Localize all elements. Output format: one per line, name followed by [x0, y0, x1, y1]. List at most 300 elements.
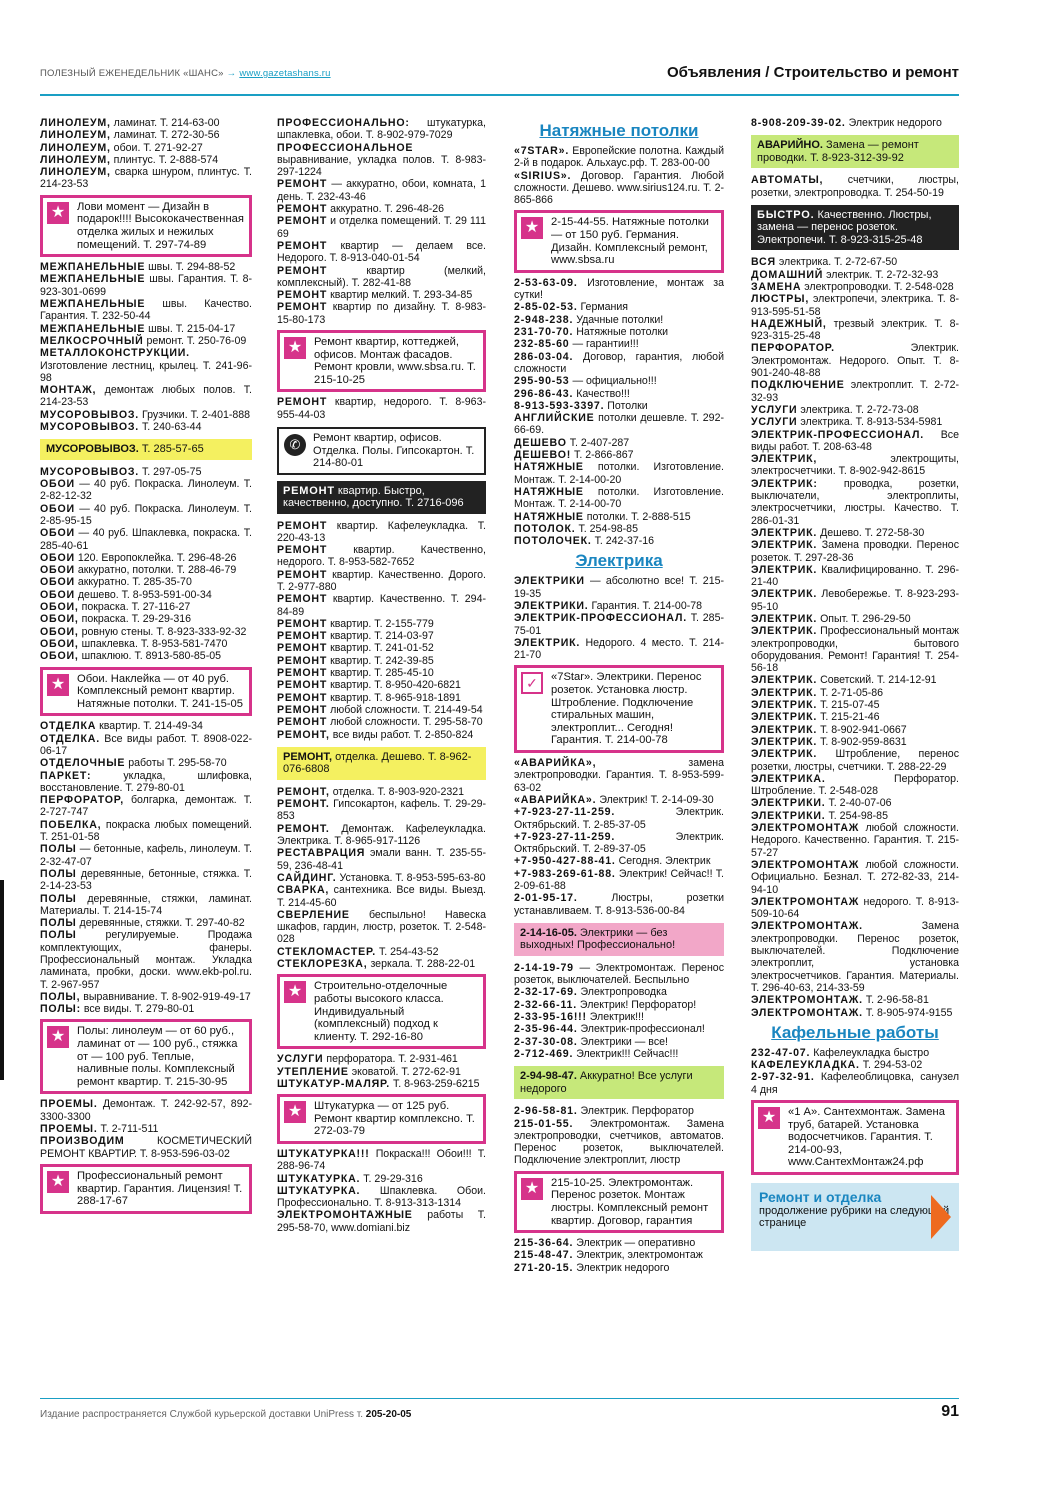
ad-keyword: ОБОИ,: [40, 650, 79, 663]
classified-ad: [514, 1118, 724, 1167]
column-1: [40, 117, 252, 1395]
ad-keyword: ЭЛЕКТРИК-ПРОФЕССИОНАЛ.: [514, 612, 687, 625]
ad-text: Электрики — без выходных! Профессионально!: [520, 926, 676, 952]
ad-keyword: ПЕРФОРАТОР.: [751, 342, 835, 355]
classified-ad: [751, 1071, 959, 1096]
ad-keyword: НАДЕЖНЫЙ,: [751, 317, 827, 330]
ad-keyword: ЭЛЕКТРИК,: [751, 453, 818, 466]
ad-keyword: ЭЛЕКТРОМОНТАЖ: [751, 858, 860, 871]
ad-keyword: АВАРИЙНО.: [757, 139, 823, 152]
ad-keyword: ЭЛЕКТРИК.: [751, 625, 818, 638]
ad-keyword: ОТДЕЛКА: [40, 720, 97, 733]
ad-keyword: 2-14-19-79: [514, 961, 574, 974]
ad-keyword: ШТУКАТУРКА!!!: [277, 1147, 370, 1160]
ad-text: обои. Т. 271-92-27: [110, 141, 203, 154]
ad-keyword: ЭЛЕКТРИК.: [751, 563, 818, 576]
ad-text: швы. Т. 215-04-17: [145, 322, 236, 335]
ad-keyword: 271-20-15.: [514, 1261, 574, 1274]
ad-text: 215-10-25. Электромонтаж. Перенос розеток. Монтаж люстры. Комплексный ремонт квартир. Договор, гарантия: [551, 1176, 709, 1227]
ad-keyword: ПОТОЛОК.: [514, 522, 576, 535]
ad-keyword: 2-712-469.: [514, 1047, 574, 1060]
ad-keyword: ОБОИ: [40, 527, 75, 540]
ad-keyword: ЛИНОЛЕУМ,: [40, 129, 111, 142]
classified-ad: [277, 909, 486, 946]
ad-keyword: 2-01-95-17.: [514, 892, 578, 905]
ad-keyword: МУСОРОВЫВОЗ.: [40, 408, 140, 421]
ad-keyword: ЛИНОЛЕУМ,: [40, 153, 111, 166]
ad-text: квартир. Качественно, недорого. Т. 8-953-582-7652: [277, 544, 486, 569]
classified-ad: [514, 1011, 724, 1023]
ad-keyword: ПРОФЕССИОНАЛЬНО:: [277, 117, 410, 129]
ad-text: Электропроводка: [577, 986, 667, 999]
ad-text: беспыльно! Навеска шкафов, гардин, люстр, розеток. Т. 2-548-028: [277, 908, 486, 946]
classified-ad: [277, 786, 486, 798]
classified-ad: [751, 1059, 959, 1071]
ad-keyword: РЕМОНТ: [277, 301, 328, 314]
ad-keyword: МЕЖПАНЕЛЬНЫЕ: [40, 261, 146, 274]
ad-text: выравнивание. Т. 8-902-919-49-17: [80, 990, 251, 1003]
ad-keyword: РЕМОНТ: [277, 716, 328, 729]
ad-text: Т. 254-98-85: [825, 809, 888, 822]
classified-ad: [514, 1036, 724, 1048]
ad-text: Т. 285-75-01: [514, 612, 724, 637]
ad-text: Недорого. 4 место. Т. 214-21-70: [514, 636, 724, 662]
ad-text: — 40 руб. Шпаклевка, покраска. Т. 285-40-61: [40, 527, 252, 552]
ad-text: Т. 297-05-75: [139, 465, 202, 478]
ad-text: Т. 285-57-65: [138, 443, 204, 456]
ad-keyword: ПЕРФОРАТОР,: [40, 794, 124, 807]
classified-ad: [514, 1249, 724, 1261]
classified-ad: [277, 301, 486, 326]
ad-keyword: ОБОИ: [40, 478, 75, 491]
ad-keyword: ОТДЕЛКА.: [40, 732, 100, 745]
classified-ad: [751, 404, 959, 416]
ad-keyword: РЕМОНТ,: [283, 750, 333, 763]
ad-text: электрощиты, электросчетчики. Т. 8-902-942-8615: [751, 453, 959, 478]
classified-ad: [40, 1003, 252, 1015]
continuation-note: [751, 1183, 959, 1251]
highlighted-ad: [40, 439, 252, 460]
classified-ad: [514, 301, 724, 313]
ad-text: швы. Качество. Гарантия. Т. 232-50-44: [40, 298, 252, 323]
ad-keyword: 2-14-16-05.: [520, 926, 577, 939]
page-edge-marker: [0, 880, 4, 1080]
ad-keyword: ЭЛЕКТРОМОНТАЖ: [751, 895, 860, 908]
ad-text: квартир — делаем все. Недорого. Т. 8-913-040-01-54: [277, 239, 486, 265]
ad-keyword: РЕМОНТ: [277, 289, 328, 302]
header-publication: [40, 68, 331, 79]
star-icon: ★: [758, 1107, 780, 1129]
ad-keyword: ШТУКАТУРКА.: [277, 1172, 361, 1185]
ad-keyword: ЭЛЕКТРОМОНТАЖ: [751, 822, 860, 835]
ad-text: Профессиональный монтаж электропроводки, бытового оборудования. Ремонт! Гарантия! Т. 254-56-18: [751, 625, 959, 675]
ad-keyword: СВАРКА,: [277, 884, 330, 897]
highlighted-ad: [751, 1100, 959, 1175]
classified-ad: [277, 1185, 486, 1210]
ad-text: квартир, недорого. Т. 8-963-955-44-03: [277, 396, 486, 421]
ad-text: деревянные, стяжки, ламинат. Материалы. Т. 214-15-74: [40, 892, 252, 917]
ad-keyword: 215-36-64.: [514, 1237, 574, 1250]
ad-keyword: МЕЖПАНЕЛЬНЫЕ: [40, 298, 146, 311]
ad-text: Т. 8-905-974-9155: [862, 1006, 953, 1019]
ad-keyword: ЭЛЕКТРИК:: [751, 477, 818, 490]
ad-keyword: РЕМОНТ: [277, 568, 328, 581]
classified-ad: [277, 544, 486, 569]
classified-ad: [514, 962, 724, 987]
ad-keyword: РЕМОНТ: [277, 593, 328, 606]
ad-keyword: МЕЖПАНЕЛЬНЫЕ: [40, 273, 146, 286]
ad-keyword: ДЕШЕВО!: [514, 449, 572, 462]
ad-keyword: УСЛУГИ: [277, 1053, 324, 1066]
classified-ad: [277, 178, 486, 203]
classified-ad: [751, 810, 959, 822]
highlighted-ad: [277, 481, 486, 514]
ad-keyword: РЕМОНТ: [283, 484, 335, 497]
ad-text: сантехника. Все виды. Выезд. Т. 214-45-60: [277, 884, 486, 909]
ad-keyword: ПОЛЫ,: [40, 990, 81, 1003]
classified-ad: [514, 535, 724, 547]
ad-text: электропечи, электрика. Т. 8-913-595-51-58: [751, 293, 959, 318]
ad-text: потолки. Т. 2-888-515: [583, 510, 691, 523]
ad-text: квартир. Т. 214-49-34: [96, 720, 203, 733]
classified-ad: [40, 409, 252, 421]
ad-text: Квалифицированно. Т. 296-21-40: [751, 563, 959, 589]
ad-text: перфоратора. Т. 2-931-461: [323, 1053, 458, 1066]
classified-ad: [40, 129, 252, 141]
classified-ad: [514, 600, 724, 612]
ad-keyword: 2-94-98-47.: [520, 1070, 577, 1083]
classified-ad: [514, 1105, 724, 1117]
ad-keyword: ЭЛЕКТРИКИ.: [751, 797, 826, 810]
ad-keyword: 2-35-96-44.: [514, 1023, 578, 1036]
classified-ad: [751, 724, 959, 736]
classified-ad: [514, 855, 724, 867]
ad-text: Т. 8-902-959-8631: [817, 735, 907, 748]
ad-keyword: РЕМОНТ: [277, 703, 328, 716]
ad-text: Договор. Гарантия. Любой сложности. Дешево. www.sirius124.ru. Т. 2-865-866: [514, 169, 724, 207]
classified-ad: [277, 618, 486, 630]
ad-keyword: ЭЛЕКТРОМОНТАЖ.: [751, 1006, 863, 1019]
classified-ad: [277, 704, 486, 716]
ad-text: Замена электропроводки. Перенос розеток, выключателей. Подключение электроплит, установка электросчетчиков. Гарантия. Материалы. Т. 296-40-63, 214-33-59: [751, 920, 959, 994]
classified-ad: [514, 511, 724, 523]
classified-ad: [277, 655, 486, 667]
ad-keyword: ПОЛЫ: [40, 892, 77, 905]
classified-ad: [514, 757, 724, 794]
ad-keyword: «7STAR».: [514, 145, 570, 157]
ad-keyword: РЕМОНТ: [277, 630, 328, 643]
classified-ad: [751, 797, 959, 809]
ad-keyword: ПОЛЫ: [40, 917, 77, 930]
classified-ad: [751, 564, 959, 589]
ad-keyword: ЛИНОЛЕУМ,: [40, 117, 111, 129]
classified-ad: [277, 642, 486, 654]
classified-ad: [40, 384, 252, 409]
classified-ad: [40, 552, 252, 564]
page-header: [40, 64, 959, 96]
ad-text: ламинат. Т. 272-30-56: [110, 129, 220, 142]
ad-text: Качественно. Люстры, замена — перенос розеток. Электропечи. Т. 8-923-315-25-48: [757, 208, 932, 246]
star-icon: ★: [284, 981, 306, 1003]
ad-text: Полы: линолеум — от 60 руб., ламинат от — 100 руб., стяжка от — 100 руб. Теплые, наливные полы. Комплексный ремонт квартир. Т. 215-30-95: [77, 1025, 238, 1088]
ad-keyword: ЭЛЕКТРИКА.: [751, 772, 826, 785]
classified-ad: [514, 351, 724, 376]
page-footer: [40, 1398, 959, 1429]
ad-keyword: ОБОИ,: [40, 613, 79, 626]
ad-keyword: ЭЛЕКТРИК.: [751, 674, 818, 687]
ad-keyword: АНГЛИЙСКИЕ: [514, 412, 595, 425]
column-2: [277, 117, 486, 1395]
ad-text: квартир. Качественно. Дорого. Т. 2-977-880: [277, 568, 486, 593]
highlighted-ad: [40, 667, 252, 717]
classified-ad: [40, 929, 252, 990]
ad-keyword: РЕМОНТ: [277, 519, 328, 532]
ad-keyword: ЭЛЕКТРОМОНТАЖ.: [751, 994, 863, 1007]
ad-text: электрик. Т. 2-72-32-93: [823, 268, 939, 281]
ad-keyword: ОБОИ: [40, 502, 75, 515]
classified-ad: [514, 375, 724, 387]
arrow-right-icon: →: [226, 68, 237, 79]
classified-ad: [751, 174, 959, 199]
ad-text: Электрик! Т. 2-14-09-30: [596, 793, 714, 806]
classified-ad: [40, 142, 252, 154]
ad-keyword: РЕМОНТ.: [277, 822, 330, 835]
star-icon: ★: [284, 1101, 306, 1123]
classified-ad: [751, 117, 959, 129]
ad-keyword: ОБОИ,: [40, 637, 79, 650]
arrow-right-icon: [931, 1195, 951, 1239]
ad-text: Все виды работ. Т. 8908-022-06-17: [40, 732, 252, 757]
ad-text: Т. 29-29-316: [360, 1172, 423, 1185]
ad-text: Гипсокартон, кафель. Т. 29-29-853: [277, 798, 486, 823]
ad-text: Европейские полотна. Каждый 2-й в подарок. Альхаус.рф. Т. 283-00-00: [514, 145, 724, 170]
ad-text: Электрик-профессионал!: [577, 1023, 705, 1036]
ad-keyword: РЕМОНТ: [277, 203, 328, 216]
classified-ad: [277, 117, 486, 142]
ad-text: Т. 8-902-941-0667: [817, 723, 907, 736]
classified-ad: [40, 478, 252, 503]
ad-text: аккуратно. Т. 296-48-26: [327, 203, 445, 216]
classified-ad: [277, 798, 486, 823]
ad-text: Т. 2-96-58-81: [862, 994, 929, 1007]
classified-ad: [40, 613, 252, 625]
ad-keyword: ПРОЕМЫ.: [40, 1123, 98, 1136]
classified-ad: [514, 999, 724, 1011]
ad-text: Обои. Наклейка — от 40 руб. Комплексный ремонт квартир. Натяжные потолки. Т. 241-15-05: [77, 672, 243, 710]
ad-text: квартир. Т. 285-45-10: [327, 667, 434, 680]
ad-keyword: ЭЛЕКТРИК.: [751, 588, 818, 601]
ad-text: 2-15-44-55. Натяжные потолки — от 150 руб. Германия. Дизайн. Комплексный ремонт, www.sbsa.ru: [551, 216, 709, 267]
classified-ad: [514, 1023, 724, 1035]
classified-ad: [40, 794, 252, 819]
ad-keyword: ШТУКАТУР-МАЛЯР.: [277, 1077, 391, 1090]
ad-text: квартир. Кафелеукладка. Т. 220-43-13: [277, 519, 486, 544]
ad-text: Демонтаж. Т. 242-92-57, 892-3300-3300: [40, 1098, 252, 1123]
ad-text: любой сложности. Т. 295-58-70: [327, 716, 483, 729]
ad-text: недорого. Т. 8-913-509-10-64: [751, 895, 959, 921]
ad-keyword: РЕМОНТ: [277, 691, 328, 704]
ad-text: выравнивание, укладка полов. Т. 8-983-297-1224: [277, 153, 486, 179]
ad-keyword: ПОДКЛЮЧЕНИЕ: [751, 379, 845, 392]
classified-ad: [277, 203, 486, 215]
star-icon: ★: [47, 674, 69, 696]
classified-ad: [514, 277, 724, 302]
classified-ad: [40, 466, 252, 478]
ad-text: Т. 215-21-46: [817, 711, 880, 724]
ad-text: — аккуратно, обои, комната, 1 день. Т. 232-43-46: [277, 178, 486, 203]
ad-text: счетчики, люстры, розетки, электропроводка. Т. 254-50-19: [751, 174, 959, 199]
ad-keyword: ЭЛЕКТРИК.: [751, 748, 818, 761]
classified-ad: [277, 847, 486, 872]
classified-ad: [40, 335, 252, 347]
classified-ad: [277, 289, 486, 301]
ad-text: Электрик! Сейчас!! Т. 2-09-61-88: [514, 867, 724, 892]
header-website-link[interactable]: www.gazetashans.ru: [239, 68, 331, 79]
ad-text: Профессиональный ремонт квартир. Гарантия. Лицензия! Т. 288-17-67: [77, 1169, 243, 1208]
ad-keyword: ЭЛЕКТРИКИ.: [751, 809, 826, 822]
ad-keyword: ЭЛЕКТРИК.: [751, 526, 818, 539]
ad-text: Шпаклевка. Обои. Профессионально. Т. 8-913-313-1314: [277, 1184, 486, 1210]
ad-text: укладка, шлифовка, восстановление. Т. 279-80-01: [40, 769, 252, 794]
ad-text: Замена — ремонт проводки. Т. 8-923-312-39-92: [757, 139, 919, 164]
ad-text: КОСМЕТИЧЕСКИЙ РЕМОНТ КВАРТИР. Т. 8-953-596-03-02: [40, 1135, 252, 1160]
highlighted-ad: [751, 135, 959, 168]
ad-keyword: 215-01-55.: [514, 1117, 574, 1130]
ad-text: Качество!!!: [573, 387, 630, 400]
ad-keyword: РЕМОНТ: [277, 617, 328, 630]
classified-ad: [277, 520, 486, 545]
footer-phone-prefix: т.: [356, 1409, 363, 1420]
ad-keyword: ЭЛЕКТРИК.: [751, 539, 818, 552]
classified-ad: [277, 215, 486, 240]
ad-keyword: 2-97-32-91.: [751, 1071, 815, 1084]
classified-ad: [751, 687, 959, 699]
ad-keyword: МУСОРОВЫВОЗ.: [40, 421, 140, 434]
classified-ad: [40, 1123, 252, 1135]
ad-text: Ремонт квартир, офисов. Отделка. Полы. Гипсокартон. Т. 214-80-01: [313, 432, 475, 470]
ad-text: Т. 294-53-02: [859, 1059, 923, 1072]
classified-ad: [751, 994, 959, 1006]
ad-text: аккуратно, потолки. Т. 288-46-79: [74, 564, 237, 577]
ad-text: Электрики — все!: [577, 1035, 668, 1048]
ad-text: Перфоратор. Штробление. Т. 2-548-028: [751, 772, 959, 798]
classified-ad: [40, 503, 252, 528]
classified-ad: [514, 523, 724, 535]
classified-ad: [40, 261, 252, 273]
classified-ad: [751, 453, 959, 478]
classified-ad: [751, 920, 959, 994]
ad-keyword: 2-32-17-69.: [514, 986, 578, 999]
ad-text: Установка. Т. 8-953-595-63-80: [336, 871, 486, 884]
ad-text: Замена проводки. Перенос розеток. Т. 297-28-36: [751, 539, 959, 564]
ad-keyword: ОБОИ: [40, 588, 75, 601]
classified-ad: [514, 794, 724, 806]
classified-ad: [751, 539, 959, 564]
column-3: [514, 117, 724, 1395]
star-icon: ★: [47, 1171, 69, 1193]
star-icon: ★: [284, 337, 306, 359]
ad-text: регулируемые. Продажа комплектующих, фанеры. Профессиональный монтаж. Укладка ламината, пробки, доски. www.ekb-pol.ru. Т. 2-967-957: [40, 929, 252, 991]
ad-keyword: РЕМОНТ,: [277, 728, 330, 741]
classified-ad: [514, 412, 724, 437]
ad-text: Кафелеукладка быстро: [810, 1046, 930, 1059]
classified-ad: [751, 527, 959, 539]
classified-ad: [751, 859, 959, 896]
ad-text: эковатой. Т. 272-62-91: [348, 1065, 461, 1078]
ad-keyword: РЕМОНТ.: [277, 798, 330, 811]
ad-keyword: ПРОИЗВОДИМ: [40, 1135, 125, 1148]
ad-text: Штукатурка — от 125 руб. Ремонт квартир комплексно. Т. 272-03-79: [314, 1100, 475, 1138]
classified-ad: [40, 421, 252, 433]
ad-keyword: +7-983-269-61-88.: [514, 867, 616, 880]
ad-text: Дешево. Т. 272-58-30: [817, 526, 925, 539]
ad-keyword: ЛИНОЛЕУМ,: [40, 166, 111, 179]
ad-keyword: 286-03-04.: [514, 350, 574, 363]
ad-text: Электрик, электромонтаж: [573, 1249, 703, 1262]
classified-ad: [40, 757, 252, 769]
classified-ad: [40, 564, 252, 576]
ad-text: швы. Т. 294-88-52: [145, 261, 236, 274]
ad-text: Гарантия. Т. 214-00-78: [588, 599, 703, 612]
ad-keyword: МЕЖПАНЕЛЬНЫЕ: [40, 322, 146, 335]
classified-ad: [514, 806, 724, 831]
classified-ad: [751, 613, 959, 625]
classified-ad: [751, 416, 959, 428]
phone-icon: ✆: [284, 434, 306, 456]
ad-text: все виды работ. Т. 2-850-824: [329, 728, 474, 741]
classified-ad: [751, 736, 959, 748]
ad-text: потолки дешевле. Т. 292-66-69.: [514, 412, 724, 437]
classified-ad: [277, 1209, 486, 1234]
classified-ad: [40, 733, 252, 758]
ad-keyword: ОБОИ: [40, 551, 75, 564]
ad-keyword: НАТЯЖНЫЕ: [514, 485, 584, 498]
ad-text: потолки. Изготовление. Монтаж. Т. 2-14-00-20: [514, 461, 724, 486]
ad-text: Т. 242-37-16: [591, 535, 655, 548]
ad-keyword: 2-37-30-08.: [514, 1035, 578, 1048]
ad-text: аккуратно. Т. 285-35-70: [74, 576, 192, 589]
classified-ad: [277, 142, 486, 179]
ad-keyword: УТЕПЛЕНИЕ: [277, 1065, 349, 1078]
ad-keyword: ОТДЕЛОЧНЫЕ: [40, 757, 126, 770]
highlighted-ad: [514, 665, 724, 753]
classified-ad: [514, 170, 724, 207]
ad-text: квартир по дизайну. Т. 8-983-15-80-173: [277, 301, 486, 326]
ad-keyword: УСЛУГИ: [751, 403, 798, 416]
ad-keyword: 215-48-47.: [514, 1249, 574, 1262]
ad-keyword: ВСЯ: [751, 256, 776, 269]
star-icon: ★: [47, 1026, 69, 1048]
ad-text: все виды. Т. 279-80-01: [80, 1003, 195, 1016]
ad-keyword: 2-85-02-53.: [514, 301, 578, 314]
footer-distribution: [40, 1409, 411, 1420]
ad-text: электрика. Т. 2-72-73-08: [797, 403, 919, 416]
footer-phone: 205-20-05: [365, 1409, 412, 1420]
ad-text: «7Star». Электрики. Перенос розеток. Установка люстр. Штробление. Подключение стиральных машин, электроплит... Сегодня! Гарантия. Т. 214-00-78: [551, 671, 702, 747]
classified-ad: [277, 679, 486, 691]
ad-keyword: РЕСТАВРАЦИЯ: [277, 847, 366, 860]
ad-text: Опыт. Т. 296-29-50: [817, 613, 911, 625]
ad-text: — 40 руб. Покраска. Линолеум. Т. 2-82-12-32: [40, 478, 252, 503]
ad-keyword: МУСОРОВЫВОЗ.: [46, 443, 139, 456]
classified-ad: [751, 256, 959, 268]
ad-text: Электрик — оперативно: [573, 1237, 696, 1250]
ad-text: Электрик. Электромонтаж. Недорого. Опыт. Т. 8-901-240-48-88: [751, 342, 959, 380]
classified-ad: [751, 269, 959, 281]
highlighted-ad: [751, 205, 959, 251]
ad-keyword: СТЕКЛОРЕЗКА,: [277, 958, 368, 971]
ad-text: Грузчики. Т. 2-401-888: [139, 408, 251, 421]
